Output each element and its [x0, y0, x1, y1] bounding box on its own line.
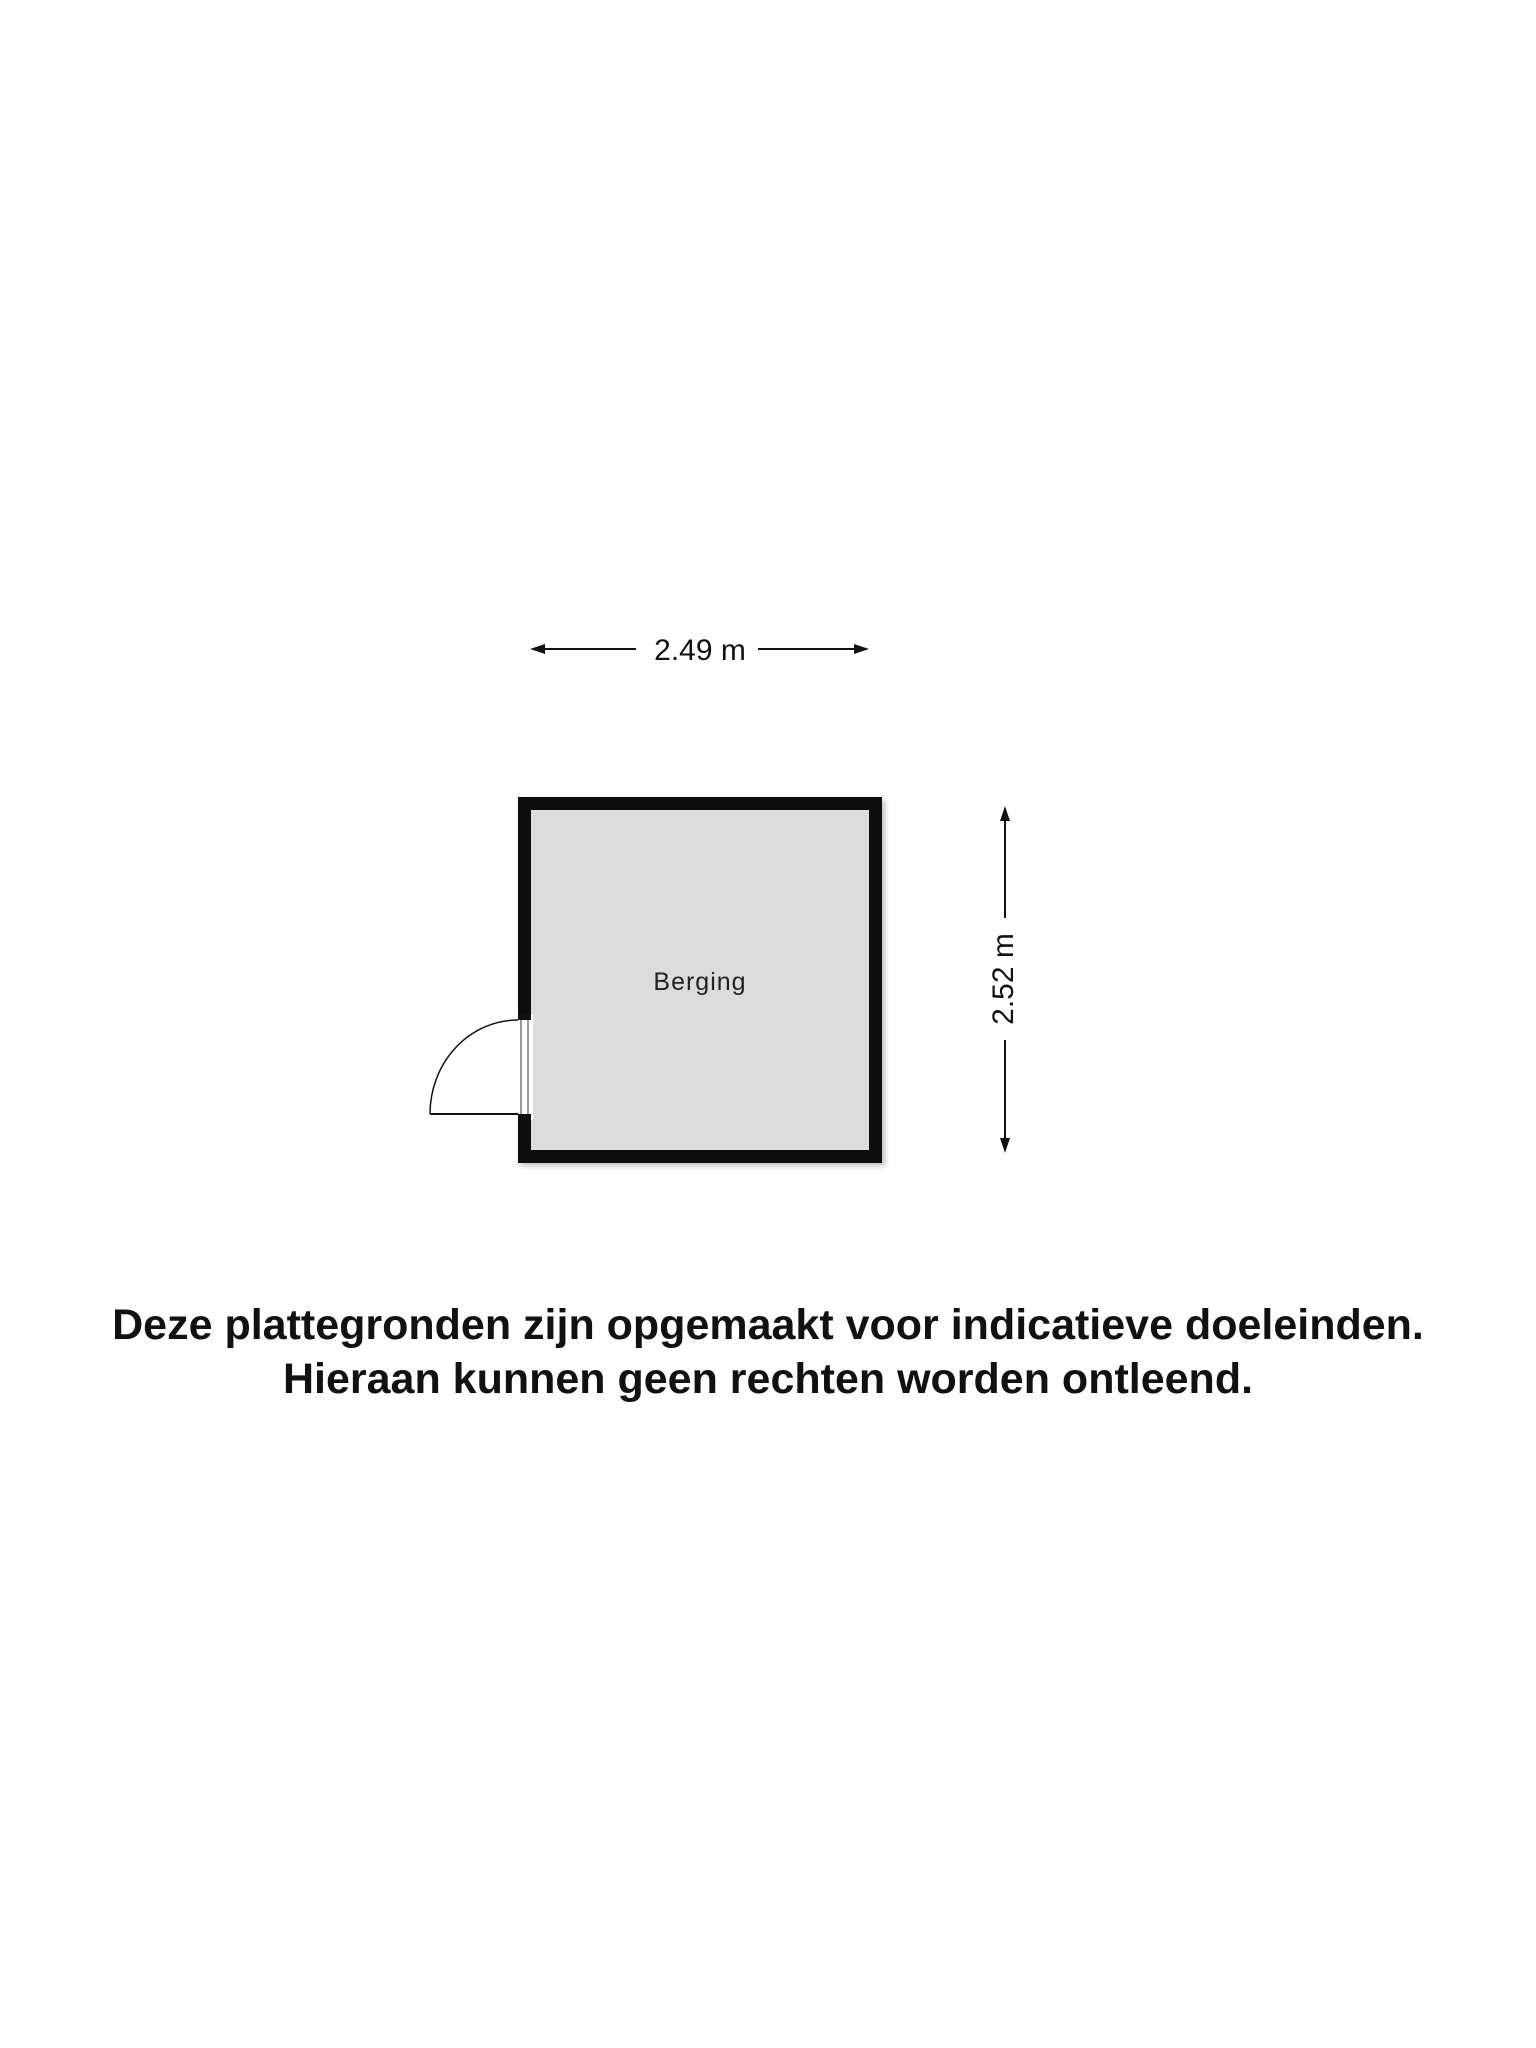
height-dimension	[987, 806, 1020, 1153]
height-arrowhead-bottom	[1000, 1138, 1010, 1153]
door-frame-bottom	[518, 1114, 531, 1120]
door-opening	[516, 1014, 533, 1120]
door-swing-arc	[430, 1020, 518, 1114]
disclaimer	[0, 1298, 1536, 1406]
room-berging	[518, 797, 882, 1163]
width-dimension	[530, 634, 869, 667]
width-dimension-label: 2.49 m	[654, 634, 746, 667]
disclaimer-line-2: Hieraan kunnen geen rechten worden ontleend.	[282, 1355, 1254, 1403]
height-dimension-label: 2.52 m	[986, 933, 1020, 1025]
height-arrowhead-top	[1000, 806, 1010, 821]
door	[430, 1014, 533, 1120]
width-arrowhead-left	[530, 644, 545, 654]
width-arrowhead-right	[854, 644, 869, 654]
room-label: Berging	[653, 968, 747, 996]
disclaimer-line-1: Deze plattegronden zijn opgemaakt voor indicatieve doeleinden.	[112, 1301, 1424, 1349]
door-frame-top	[518, 1014, 531, 1020]
